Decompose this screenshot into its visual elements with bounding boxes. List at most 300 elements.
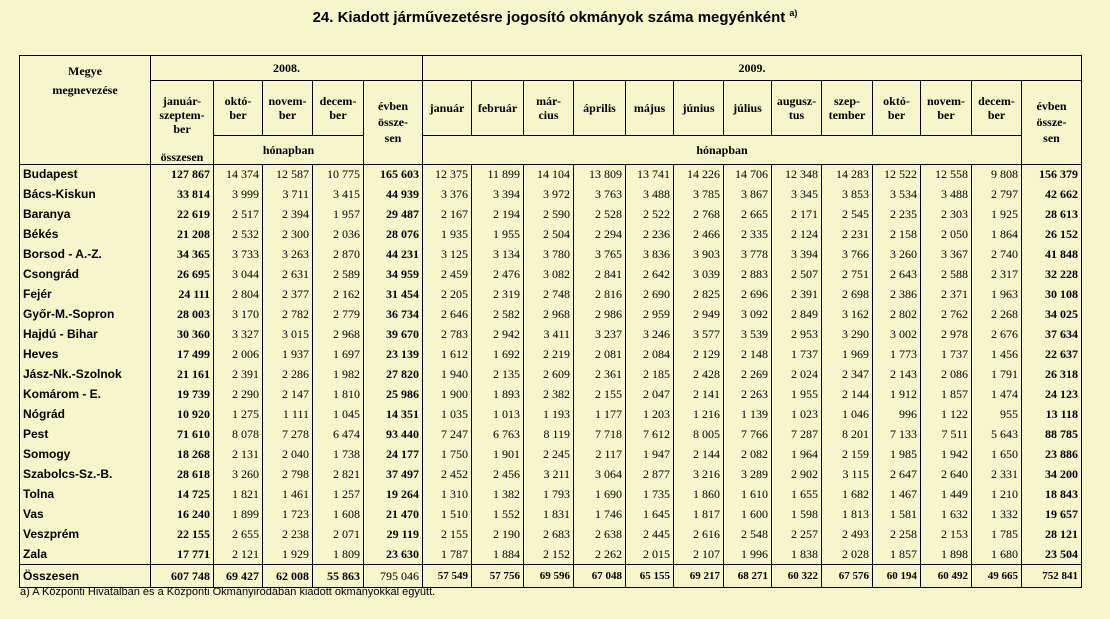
value-cell: 67 576 [822, 564, 873, 587]
value-cell: 1 785 [972, 524, 1022, 544]
value-cell: 2 036 [313, 224, 364, 244]
total-cell: 31 454 [364, 284, 423, 304]
value-cell: 8 005 [674, 424, 724, 444]
footnote: a) A Központi Hivatalban és a Központi Okmányirodában kiadott okmányokkal együtt. [20, 586, 436, 598]
value-cell: 1 608 [313, 504, 364, 524]
value-cell: 2 394 [263, 204, 313, 224]
value-cell: 1 813 [822, 504, 873, 524]
value-cell: 3 411 [524, 324, 574, 344]
value-cell: 2 548 [724, 524, 772, 544]
value-cell: 2 294 [574, 224, 626, 244]
value-cell: 3 534 [873, 184, 921, 204]
osszesen-subheader: összesen [151, 150, 214, 165]
total-cell: 165 603 [364, 164, 423, 184]
value-cell: 1 610 [724, 484, 772, 504]
value-cell: 2 616 [674, 524, 724, 544]
value-cell: 2 452 [423, 464, 472, 484]
county-name: Somogy [20, 444, 151, 464]
value-cell: 3 064 [574, 464, 626, 484]
county-name: Összesen [20, 564, 151, 587]
total-row [20, 564, 1082, 587]
value-cell: 2 319 [472, 284, 524, 304]
table-row [20, 344, 1082, 364]
value-cell: 12 587 [263, 164, 313, 184]
month-header: július [724, 81, 772, 136]
value-cell: 1 598 [772, 504, 822, 524]
value-cell: 2 696 [724, 284, 772, 304]
value-cell: 7 718 [574, 424, 626, 444]
total-cell: 10 920 [151, 404, 214, 424]
total-cell: 24 111 [151, 284, 214, 304]
value-cell: 1 857 [873, 544, 921, 564]
county-name: Fejér [20, 284, 151, 304]
value-cell: 3 002 [873, 324, 921, 344]
value-cell: 1 692 [472, 344, 524, 364]
county-name: Zala [20, 544, 151, 564]
value-cell: 1 203 [626, 404, 674, 424]
value-cell: 2 047 [626, 384, 674, 404]
value-cell: 2 942 [472, 324, 524, 344]
value-cell: 1 210 [972, 484, 1022, 504]
value-cell: 2 588 [921, 264, 972, 284]
value-cell: 1 177 [574, 404, 626, 424]
value-cell: 996 [873, 404, 921, 424]
value-cell: 2 006 [214, 344, 263, 364]
value-cell: 7 511 [921, 424, 972, 444]
county-name: Szabolcs-Sz.-B. [20, 464, 151, 484]
value-cell: 2 050 [921, 224, 972, 244]
total-cell: 88 785 [1022, 424, 1082, 444]
value-cell: 2 028 [822, 544, 873, 564]
total-cell: 24 177 [364, 444, 423, 464]
value-cell: 7 766 [724, 424, 772, 444]
value-cell: 2 262 [574, 544, 626, 564]
value-cell: 14 706 [724, 164, 772, 184]
value-cell: 1 655 [772, 484, 822, 504]
value-cell: 3 125 [423, 244, 472, 264]
value-cell: 2 968 [524, 304, 574, 324]
value-cell: 2 949 [674, 304, 724, 324]
value-cell: 2 762 [921, 304, 972, 324]
county-name: Baranya [20, 204, 151, 224]
value-cell: 1 963 [972, 284, 1022, 304]
value-cell: 3 092 [724, 304, 772, 324]
month-header: már- cius [524, 81, 574, 136]
value-cell: 2 129 [674, 344, 724, 364]
month-header: január [423, 81, 472, 136]
value-cell: 2 377 [263, 284, 313, 304]
county-name: Budapest [20, 164, 151, 184]
total-cell: 23 504 [1022, 544, 1082, 564]
value-cell: 2 084 [626, 344, 674, 364]
value-cell: 2 268 [972, 304, 1022, 324]
table-row [20, 424, 1082, 444]
value-cell: 1 023 [772, 404, 822, 424]
total-cell: 19 657 [1022, 504, 1082, 524]
value-cell: 3 039 [674, 264, 724, 284]
value-cell: 68 271 [724, 564, 772, 587]
value-cell: 2 258 [873, 524, 921, 544]
value-cell: 1 723 [263, 504, 313, 524]
value-cell: 2 877 [626, 464, 674, 484]
value-cell: 3 972 [524, 184, 574, 204]
total-cell: 22 619 [151, 204, 214, 224]
value-cell: 2 147 [263, 384, 313, 404]
total-cell: 127 867 [151, 164, 214, 184]
value-cell: 1 632 [921, 504, 972, 524]
month-header: októ- ber [214, 81, 263, 136]
table-title: 24. Kiadott járművezetésre jogosító okmányok száma megyénként $^{a)}$ [312, 8, 798, 26]
table-row [20, 544, 1082, 564]
value-cell: 2 219 [524, 344, 574, 364]
value-cell: 3 162 [822, 304, 873, 324]
value-cell: 1 257 [313, 484, 364, 504]
year-2008-header: 2008. [151, 56, 423, 81]
value-cell: 2 532 [214, 224, 263, 244]
month-header: decem- ber [972, 81, 1022, 136]
value-cell: 1 193 [524, 404, 574, 424]
table-row [20, 184, 1082, 204]
value-cell: 2 269 [724, 364, 772, 384]
value-cell: 955 [972, 404, 1022, 424]
value-cell: 2 153 [921, 524, 972, 544]
value-cell: 3 711 [263, 184, 313, 204]
value-cell: 1 737 [921, 344, 972, 364]
total-cell: 33 814 [151, 184, 214, 204]
month-header: április [574, 81, 626, 136]
table-row [20, 404, 1082, 424]
county-header: Megye megnevezése [20, 56, 151, 165]
value-cell: 1 929 [263, 544, 313, 564]
total-cell: 19 264 [364, 484, 423, 504]
year-total-header-2008: évben össze- sen [364, 81, 423, 165]
value-cell: 2 504 [524, 224, 574, 244]
value-cell: 2 690 [626, 284, 674, 304]
value-cell: 12 348 [772, 164, 822, 184]
total-cell: 34 025 [1022, 304, 1082, 324]
value-cell: 1 612 [423, 344, 472, 364]
county-name: Tolna [20, 484, 151, 504]
value-cell: 1 925 [972, 204, 1022, 224]
value-cell: 2 159 [822, 444, 873, 464]
value-cell: 2 779 [313, 304, 364, 324]
value-cell: 1 947 [626, 444, 674, 464]
value-cell: 2 821 [313, 464, 364, 484]
value-cell: 3 394 [772, 244, 822, 264]
month-header: szep- tember [822, 81, 873, 136]
value-cell: 2 428 [674, 364, 724, 384]
value-cell: 2 459 [423, 264, 472, 284]
total-cell: 44 939 [364, 184, 423, 204]
total-cell: 44 231 [364, 244, 423, 264]
table-row [20, 304, 1082, 324]
month-header: augusz- tus [772, 81, 822, 136]
value-cell: 10 775 [313, 164, 364, 184]
total-cell: 26 318 [1022, 364, 1082, 384]
value-cell: 1 955 [472, 224, 524, 244]
value-cell: 14 283 [822, 164, 873, 184]
county-name: Békés [20, 224, 151, 244]
table-row [20, 284, 1082, 304]
value-cell: 60 194 [873, 564, 921, 587]
total-cell: 24 123 [1022, 384, 1082, 404]
month-header: novem- ber [921, 81, 972, 136]
value-cell: 2 086 [921, 364, 972, 384]
value-cell: 2 631 [263, 264, 313, 284]
value-cell: 2 646 [423, 304, 472, 324]
value-cell: 2 155 [423, 524, 472, 544]
value-cell: 1 912 [873, 384, 921, 404]
value-cell: 2 665 [724, 204, 772, 224]
table-row [20, 504, 1082, 524]
value-cell: 1 013 [472, 404, 524, 424]
total-cell: 28 121 [1022, 524, 1082, 544]
value-cell: 3 211 [524, 464, 574, 484]
total-cell: 156 379 [1022, 164, 1082, 184]
total-cell: 30 360 [151, 324, 214, 344]
value-cell: 1 746 [574, 504, 626, 524]
value-cell: 3 082 [524, 264, 574, 284]
value-cell: 3 785 [674, 184, 724, 204]
value-cell: 1 310 [423, 484, 472, 504]
value-cell: 2 698 [822, 284, 873, 304]
value-cell: 2 155 [574, 384, 626, 404]
value-cell: 8 119 [524, 424, 574, 444]
value-cell: 65 155 [626, 564, 674, 587]
value-cell: 2 135 [472, 364, 524, 384]
total-cell: 93 440 [364, 424, 423, 444]
value-cell: 2 015 [626, 544, 674, 564]
value-cell: 2 638 [574, 524, 626, 544]
value-cell: 3 488 [626, 184, 674, 204]
county-name: Csongrád [20, 264, 151, 284]
value-cell: 1 898 [921, 544, 972, 564]
value-cell: 2 162 [313, 284, 364, 304]
value-cell: 2 902 [772, 464, 822, 484]
value-cell: 1 810 [313, 384, 364, 404]
value-cell: 2 517 [214, 204, 263, 224]
value-cell: 2 107 [674, 544, 724, 564]
month-header: októ- ber [873, 81, 921, 136]
jan-sep-header: január- szeptem- ber [151, 81, 214, 150]
table-row [20, 324, 1082, 344]
value-cell: 3 367 [921, 244, 972, 264]
value-cell: 3 853 [822, 184, 873, 204]
value-cell: 11 899 [472, 164, 524, 184]
value-cell: 1 773 [873, 344, 921, 364]
value-cell: 7 278 [263, 424, 313, 444]
value-cell: 1 680 [972, 544, 1022, 564]
table-row [20, 224, 1082, 244]
value-cell: 3 260 [214, 464, 263, 484]
value-cell: 1 964 [772, 444, 822, 464]
total-cell: 21 470 [364, 504, 423, 524]
value-cell: 3 260 [873, 244, 921, 264]
value-cell: 1 935 [423, 224, 472, 244]
value-cell: 1 275 [214, 404, 263, 424]
value-cell: 2 783 [423, 324, 472, 344]
value-cell: 1 893 [472, 384, 524, 404]
county-name: Bács-Kiskun [20, 184, 151, 204]
value-cell: 2 290 [214, 384, 263, 404]
value-cell: 14 374 [214, 164, 263, 184]
value-cell: 1 817 [674, 504, 724, 524]
table-row [20, 244, 1082, 264]
value-cell: 1 552 [472, 504, 524, 524]
value-cell: 60 322 [772, 564, 822, 587]
value-cell: 1 690 [574, 484, 626, 504]
month-header: június [674, 81, 724, 136]
value-cell: 2 643 [873, 264, 921, 284]
value-cell: 62 008 [263, 564, 313, 587]
month-header: decem- ber [313, 81, 364, 136]
value-cell: 1 650 [972, 444, 1022, 464]
total-cell: 752 841 [1022, 564, 1082, 587]
value-cell: 1 045 [313, 404, 364, 424]
value-cell: 3 763 [574, 184, 626, 204]
value-cell: 1 382 [472, 484, 524, 504]
value-cell: 13 809 [574, 164, 626, 184]
total-cell: 37 634 [1022, 324, 1082, 344]
value-cell: 1 738 [313, 444, 364, 464]
value-cell: 2 040 [263, 444, 313, 464]
value-cell: 2 959 [626, 304, 674, 324]
value-cell: 2 347 [822, 364, 873, 384]
table-row [20, 444, 1082, 464]
value-cell: 2 386 [873, 284, 921, 304]
value-cell: 1 600 [724, 504, 772, 524]
value-cell: 2 978 [921, 324, 972, 344]
value-cell: 3 836 [626, 244, 674, 264]
total-cell: 41 848 [1022, 244, 1082, 264]
total-cell: 795 046 [364, 564, 423, 587]
county-name: Hajdú - Bihar [20, 324, 151, 344]
value-cell: 2 190 [472, 524, 524, 544]
total-cell: 28 618 [151, 464, 214, 484]
value-cell: 2 391 [214, 364, 263, 384]
value-cell: 8 078 [214, 424, 263, 444]
value-cell: 2 642 [626, 264, 674, 284]
value-cell: 1 216 [674, 404, 724, 424]
value-cell: 2 609 [524, 364, 574, 384]
total-cell: 18 268 [151, 444, 214, 464]
value-cell: 2 797 [972, 184, 1022, 204]
value-cell: 2 782 [263, 304, 313, 324]
value-cell: 1 809 [313, 544, 364, 564]
value-cell: 2 768 [674, 204, 724, 224]
total-cell: 32 228 [1022, 264, 1082, 284]
value-cell: 3 246 [626, 324, 674, 344]
total-cell: 34 200 [1022, 464, 1082, 484]
table-body [20, 164, 1082, 587]
value-cell: 2 303 [921, 204, 972, 224]
value-cell: 3 766 [822, 244, 873, 264]
value-cell: 6 474 [313, 424, 364, 444]
value-cell: 2 235 [873, 204, 921, 224]
value-cell: 69 596 [524, 564, 574, 587]
value-cell: 3 115 [822, 464, 873, 484]
value-cell: 2 545 [822, 204, 873, 224]
value-cell: 1 046 [822, 404, 873, 424]
value-cell: 2 391 [772, 284, 822, 304]
value-cell: 2 024 [772, 364, 822, 384]
value-cell: 57 549 [423, 564, 472, 587]
value-cell: 2 825 [674, 284, 724, 304]
value-cell: 3 765 [574, 244, 626, 264]
value-cell: 8 201 [822, 424, 873, 444]
value-cell: 2 647 [873, 464, 921, 484]
table-row [20, 204, 1082, 224]
value-cell: 2 148 [724, 344, 772, 364]
total-cell: 39 670 [364, 324, 423, 344]
table-row [20, 384, 1082, 404]
value-cell: 2 986 [574, 304, 626, 324]
county-name: Veszprém [20, 524, 151, 544]
value-cell: 2 371 [921, 284, 972, 304]
value-cell: 1 884 [472, 544, 524, 564]
value-cell: 12 558 [921, 164, 972, 184]
value-cell: 2 152 [524, 544, 574, 564]
value-cell: 14 104 [524, 164, 574, 184]
value-cell: 2 445 [626, 524, 674, 544]
county-name: Nógrád [20, 404, 151, 424]
value-cell: 2 640 [921, 464, 972, 484]
value-cell: 1 474 [972, 384, 1022, 404]
value-cell: 2 141 [674, 384, 724, 404]
total-cell: 21 208 [151, 224, 214, 244]
value-cell: 2 953 [772, 324, 822, 344]
month-header: novem- ber [263, 81, 313, 136]
value-cell: 3 577 [674, 324, 724, 344]
value-cell: 3 903 [674, 244, 724, 264]
total-cell: 14 351 [364, 404, 423, 424]
value-cell: 67 048 [574, 564, 626, 587]
value-cell: 1 942 [921, 444, 972, 464]
value-cell: 1 467 [873, 484, 921, 504]
total-cell: 29 119 [364, 524, 423, 544]
county-name: Győr-M.-Sopron [20, 304, 151, 324]
value-cell: 69 217 [674, 564, 724, 587]
value-cell: 2 798 [263, 464, 313, 484]
value-cell: 1 645 [626, 504, 674, 524]
value-cell: 7 133 [873, 424, 921, 444]
honapban-2009: hónapban [423, 136, 1022, 165]
county-name: Vas [20, 504, 151, 524]
value-cell: 2 158 [873, 224, 921, 244]
total-cell: 17 771 [151, 544, 214, 564]
value-cell: 2 300 [263, 224, 313, 244]
year-2009-header: 2009. [423, 56, 1082, 81]
table-row [20, 484, 1082, 504]
year-total-header-2009: évben össze- sen [1022, 81, 1082, 165]
value-cell: 6 763 [472, 424, 524, 444]
value-cell: 1 111 [263, 404, 313, 424]
value-cell: 2 683 [524, 524, 574, 544]
value-cell: 3 539 [724, 324, 772, 344]
value-cell: 2 361 [574, 364, 626, 384]
value-cell: 1 697 [313, 344, 364, 364]
value-cell: 2 870 [313, 244, 364, 264]
value-cell: 2 082 [724, 444, 772, 464]
total-cell: 36 734 [364, 304, 423, 324]
value-cell: 2 507 [772, 264, 822, 284]
value-cell: 1 581 [873, 504, 921, 524]
total-cell: 37 497 [364, 464, 423, 484]
value-cell: 1 985 [873, 444, 921, 464]
value-cell: 2 071 [313, 524, 364, 544]
value-cell: 5 643 [972, 424, 1022, 444]
value-cell: 2 748 [524, 284, 574, 304]
